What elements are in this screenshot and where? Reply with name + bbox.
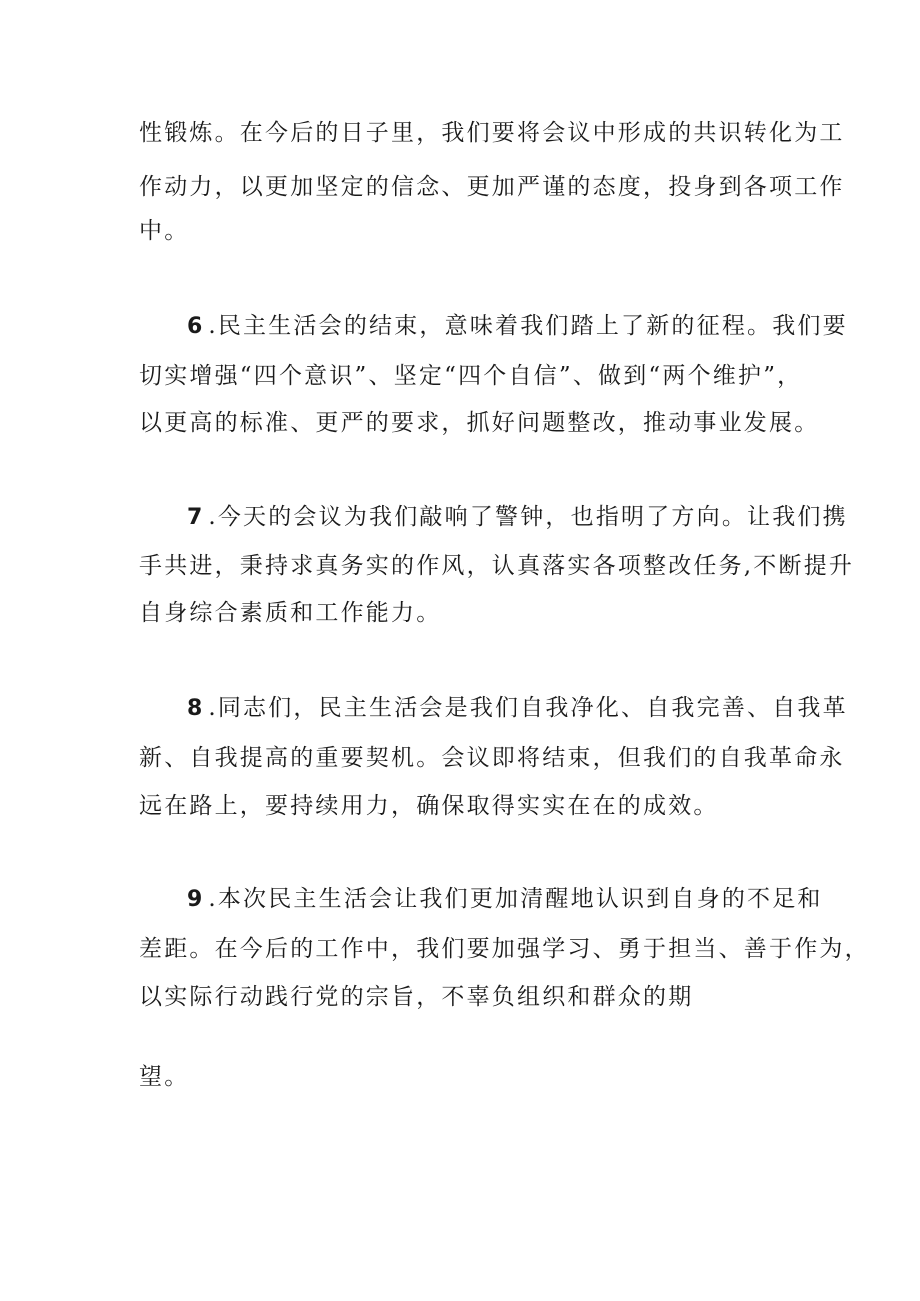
paragraph-8-first-text: .同志们，民主生活会是我们自我净化、自我完善、自我革 [208,695,848,721]
intro-line-2: 作动力，以更加坚定的信念、更加严谨的态度，投身到各项工作 [139,174,845,200]
paragraph-8-line-3: 远在路上，要持续用力，确保取得实实在在的成效。 [139,793,719,819]
paragraph-9-first-line [187,884,823,915]
paragraph-8-line-2: 新、自我提高的重要契机。会议即将结束，但我们的自我革命永 [139,745,845,771]
paragraph-6-line-2: 切实增强“四个意识”、坚定“四个自信”、做到“两个维护”， [139,363,803,389]
paragraph-6-first-text: .民主生活会的结束，意味着我们踏上了新的征程。我们要 [208,313,848,339]
paragraph-9-number: 9 [187,887,203,912]
paragraph-6-first-line [187,311,848,342]
paragraph-9-line-4: 望。 [139,1064,190,1090]
paragraph-8-first-line [187,693,848,724]
paragraph-6-number: 6 [187,314,203,339]
paragraph-7-first-text: .今天的会议为我们敲响了警钟，也指明了方向。让我们携 [208,504,848,530]
paragraph-9-line-2: 差距。在今后的工作中，我们要加强学习、勇于担当、善于作为， [139,936,870,962]
paragraph-7-line-3: 自身综合素质和工作能力。 [139,600,442,626]
paragraph-9-first-text: .本次民主生活会让我们更加清醒地认识到自身的不足和 [208,886,823,912]
paragraph-6-line-3: 以更高的标准、更严的要求，抓好问题整改，推动事业发展。 [139,410,820,436]
paragraph-7-line-2: 手共进，秉持求真务实的作风，认真落实各项整改任务,不断提升 [139,553,855,579]
paragraph-7-number: 7 [187,505,203,530]
paragraph-7-first-line [187,502,848,533]
paragraph-8-number: 8 [187,696,203,721]
intro-line-1: 性锻炼。在今后的日子里，我们要将会议中形成的共识转化为工 [139,120,845,146]
paragraph-9-line-3: 以实际行动践行党的宗旨，不辜负组织和群众的期 [139,984,694,1010]
intro-line-3: 中。 [139,218,190,244]
